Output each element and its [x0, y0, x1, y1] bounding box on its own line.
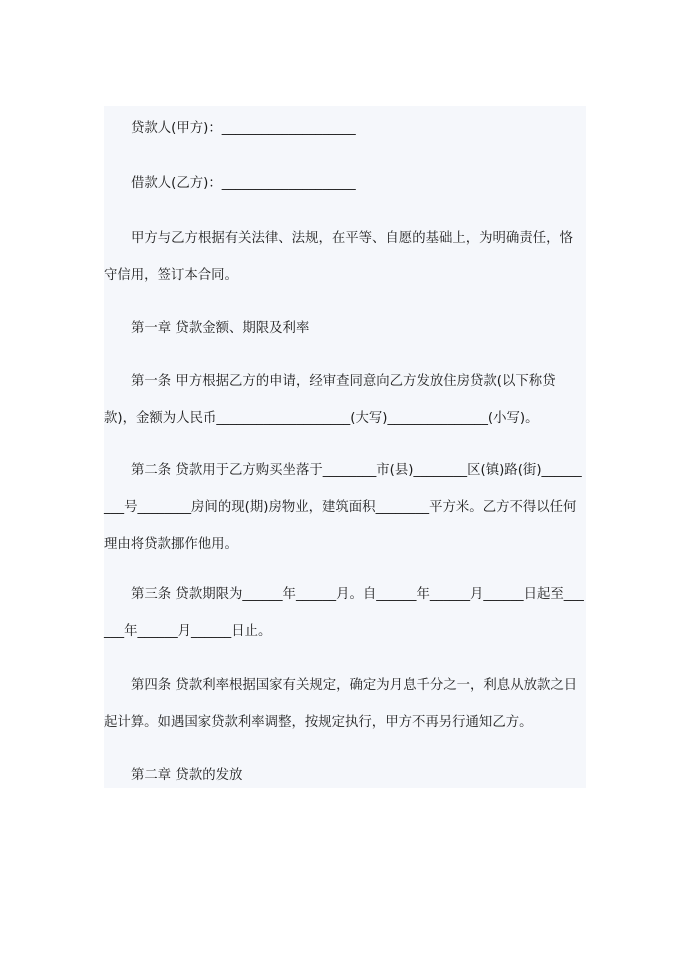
preamble-paragraph: 甲方与乙方根据有关法律、法规，在平等、自愿的基础上，为明确责任，恪守信用，签订本合同。	[104, 231, 573, 283]
borrower-line: 借款人(乙方)：____________________	[131, 176, 356, 191]
article-3-paragraph: 第三条 贷款期限为______年______月。自______年______月______日起至______年______月______日止。	[104, 587, 584, 639]
article-1-paragraph: 第一条 甲方根据乙方的申请，经审查同意向乙方发放住房贷款(以下称贷款)，金额为人民币____________________(大写)_______________(小写)。	[104, 374, 556, 426]
lender-line: 贷款人(甲方)：____________________	[131, 121, 356, 136]
chapter-2-heading: 第二章 贷款的发放	[131, 768, 243, 783]
article-2-paragraph: 第二条 贷款用于乙方购买坐落于________市(县)________区(镇)路(街)_________号________房间的现(期)房物业，建筑面积________平方米。乙方不得以任何理由将贷款挪作他用。	[104, 463, 582, 552]
chapter-1-heading: 第一章 贷款金额、期限及利率	[131, 321, 310, 336]
article-4-paragraph: 第四条 贷款利率根据国家有关规定，确定为月息千分之一，利息从放款之日起计算。如遇国家贷款利率调整，按规定执行，甲方不再另行通知乙方。	[104, 678, 578, 730]
